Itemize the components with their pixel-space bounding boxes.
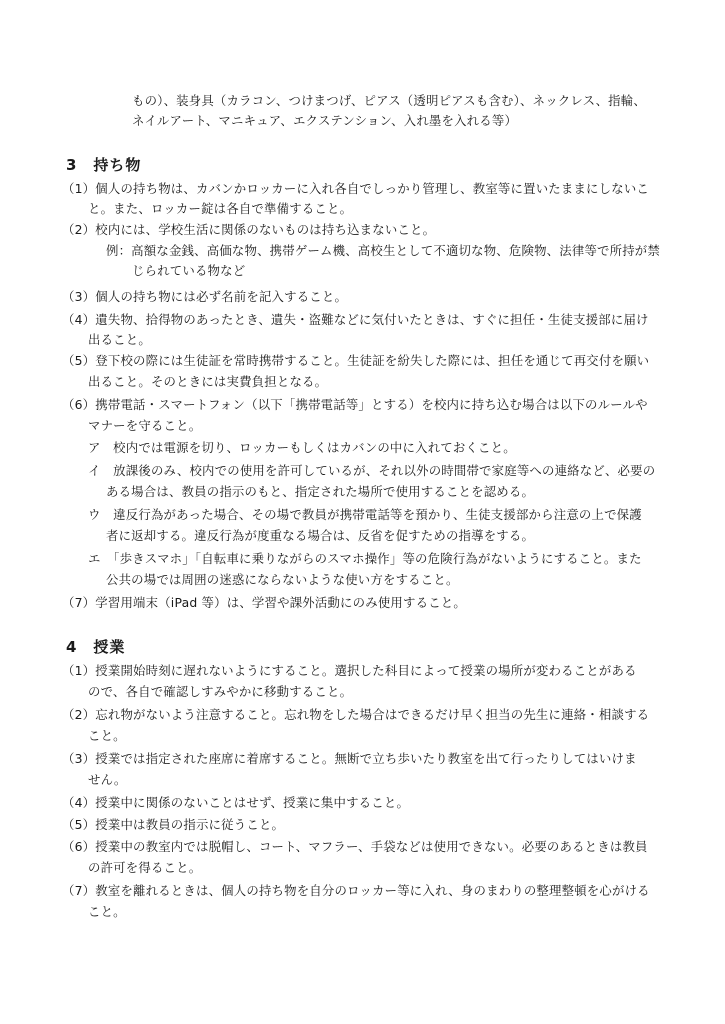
sub-list-item: イ 放課後のみ、校内での使用を許可しているが、それ以外の時間帯で家庭等への連絡など、必要の bbox=[88, 463, 656, 478]
list-item-continuation: の許可を得ること。 bbox=[88, 860, 202, 875]
list-item-continuation: こと。 bbox=[88, 904, 126, 919]
sub-list-item-continuation: ある場合は、教員の指示のもと、指定された場所で使用することを認める。 bbox=[106, 484, 535, 499]
list-item-continuation: せん。 bbox=[88, 772, 127, 787]
list-item: （7）教室を離れるときは、個人の持ち物を自分のロッカー等に入れ、身のまわりの整理整頓を心がける bbox=[62, 883, 650, 898]
list-item: （3）個人の持ち物には必ず名前を記入すること。 bbox=[62, 289, 348, 304]
example-text: 例：高額な金銭、高価な物、携帯ゲーム機、高校生として不適切な物、危険物、法律等で所持が禁 bbox=[106, 243, 660, 258]
sub-list-item: ア 校内では電源を切り、ロッカーもしくはカバンの中に入れておくこと。 bbox=[88, 440, 516, 455]
list-item: （1）授業開始時刻に遅れないようにすること。選択した科目によって授業の場所が変わることがある bbox=[62, 663, 637, 678]
sub-list-item-continuation: 公共の場では周囲の迷惑にならないような使い方をすること。 bbox=[106, 572, 459, 587]
example-text-continuation: じられている物など bbox=[132, 263, 246, 278]
list-item: （1）個人の持ち物は、カバンかロッカーに入れ各自でしっかり管理し、教室等に置いたままにしないこ bbox=[62, 181, 650, 196]
list-item-continuation: 出ること。 bbox=[88, 332, 151, 347]
section-heading-belongings: 3 持ち物 bbox=[66, 156, 142, 174]
sub-list-item-continuation: 者に返却する。違反行為が度重なる場合は、反省を促すための指導をする。 bbox=[106, 528, 535, 543]
continued-text-line: もの）、装身具（カラコン、つけまつげ、ピアス（透明ピアスも含む）、ネックレス、指輪、 bbox=[132, 93, 646, 108]
list-item-continuation: ので、各自で確認しすみやかに移動すること。 bbox=[88, 684, 353, 699]
list-item: （5）授業中は教員の指示に従うこと。 bbox=[62, 817, 285, 832]
list-item: （7）学習用端末（iPad 等）は、学習や課外活動にのみ使用すること。 bbox=[62, 595, 466, 610]
list-item-continuation: こと。 bbox=[88, 728, 126, 743]
list-item: （6）授業中の教室内では脱帽し、コート、マフラー、手袋などは使用できない。必要のあるときは教員 bbox=[62, 839, 648, 854]
list-item: （5）登下校の際には生徒証を常時携帯すること。生徒証を紛失した際には、担任を通じて再交付を願い bbox=[62, 353, 650, 368]
section-heading-classes: 4 授業 bbox=[66, 638, 126, 656]
list-item: （2）校内には、学校生活に関係のないものは持ち込まないこと。 bbox=[62, 222, 436, 237]
list-item: （2）忘れ物がないよう注意すること。忘れ物をした場合はできるだけ早く担当の先生に連絡・相談する bbox=[62, 707, 650, 722]
sub-list-item: ウ 違反行為があった場合、その場で教員が携帯電話等を預かり、生徒支援部から注意の上で保護 bbox=[88, 507, 642, 522]
sub-list-item: エ 「歩きスマホ」「自転車に乗りながらのスマホ操作」等の危険行為がないようにすること。また bbox=[88, 551, 642, 566]
list-item: （4）遺失物、拾得物のあったとき、遺失・盗難などに気付いたときは、すぐに担任・生徒支援部に届け bbox=[62, 312, 649, 327]
list-item: （6）携帯電話・スマートフォン（以下「携帯電話等」とする）を校内に持ち込む場合は以下のルールや bbox=[62, 397, 648, 412]
list-item-continuation: と。また、ロッカー錠は各自で準備すること。 bbox=[88, 201, 353, 216]
continued-text-line: ネイルアート、マニキュア、エクステンション、入れ墨を入れる等） bbox=[132, 113, 518, 128]
list-item-continuation: 出ること。そのときには実費負担となる。 bbox=[88, 374, 328, 389]
list-item-continuation: マナーを守ること。 bbox=[88, 418, 202, 433]
list-item: （4）授業中に関係のないことはせず、授業に集中すること。 bbox=[62, 795, 410, 810]
list-item: （3）授業では指定された座席に着席すること。無断で立ち歩いたり教室を出て行ったりしてはいけま bbox=[62, 751, 637, 766]
